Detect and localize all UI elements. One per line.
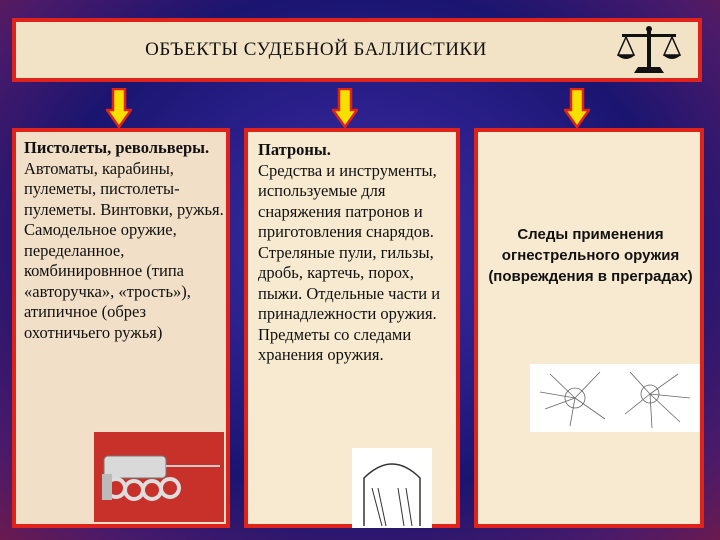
- title-banner: [12, 18, 702, 82]
- down-arrow-icon: [106, 88, 132, 128]
- card-weapons-text: [24, 138, 229, 343]
- card-heading: Пистолеты, револьверы.: [24, 138, 210, 157]
- card-cartridges-text: [258, 140, 458, 366]
- card-weapons: [12, 128, 230, 528]
- down-arrow-icon: [564, 88, 590, 128]
- scales-of-justice-icon: [614, 25, 684, 77]
- card-heading: Патроны.: [258, 140, 331, 159]
- page-title: ОБЪЕКТЫ СУДЕБНОЙ БАЛЛИСТИКИ: [145, 39, 487, 60]
- card-cartridges: [244, 128, 460, 528]
- card-traces-text: Следы применения огнестрельного оружия (повреждения в преградах): [488, 226, 693, 285]
- down-arrow-icon: [332, 88, 358, 128]
- card-traces: [474, 128, 704, 528]
- cracked-glass-image: [530, 364, 700, 432]
- cartridge-cross-section-image: [352, 448, 432, 528]
- card-body: Автоматы, карабины, пулеметы, пистолеты-пулеметы. Винтовки, ружья. Самодельное оружие, переделанное, комбинировнное (типа «авторучка», «трость»), атипичное (обрез охотничьего ружья): [24, 158, 224, 342]
- knuckle-duster-pistol-image: [94, 432, 224, 522]
- card-body: Средства и инструменты, используемые для снаряжения патронов и приготовления снарядов. Стреляные пули, гильзы, дробь, картечь, порох, пыжи. Отдельные части и принадлежности оружия. Предметы со следами хранения оружия.: [258, 160, 441, 364]
